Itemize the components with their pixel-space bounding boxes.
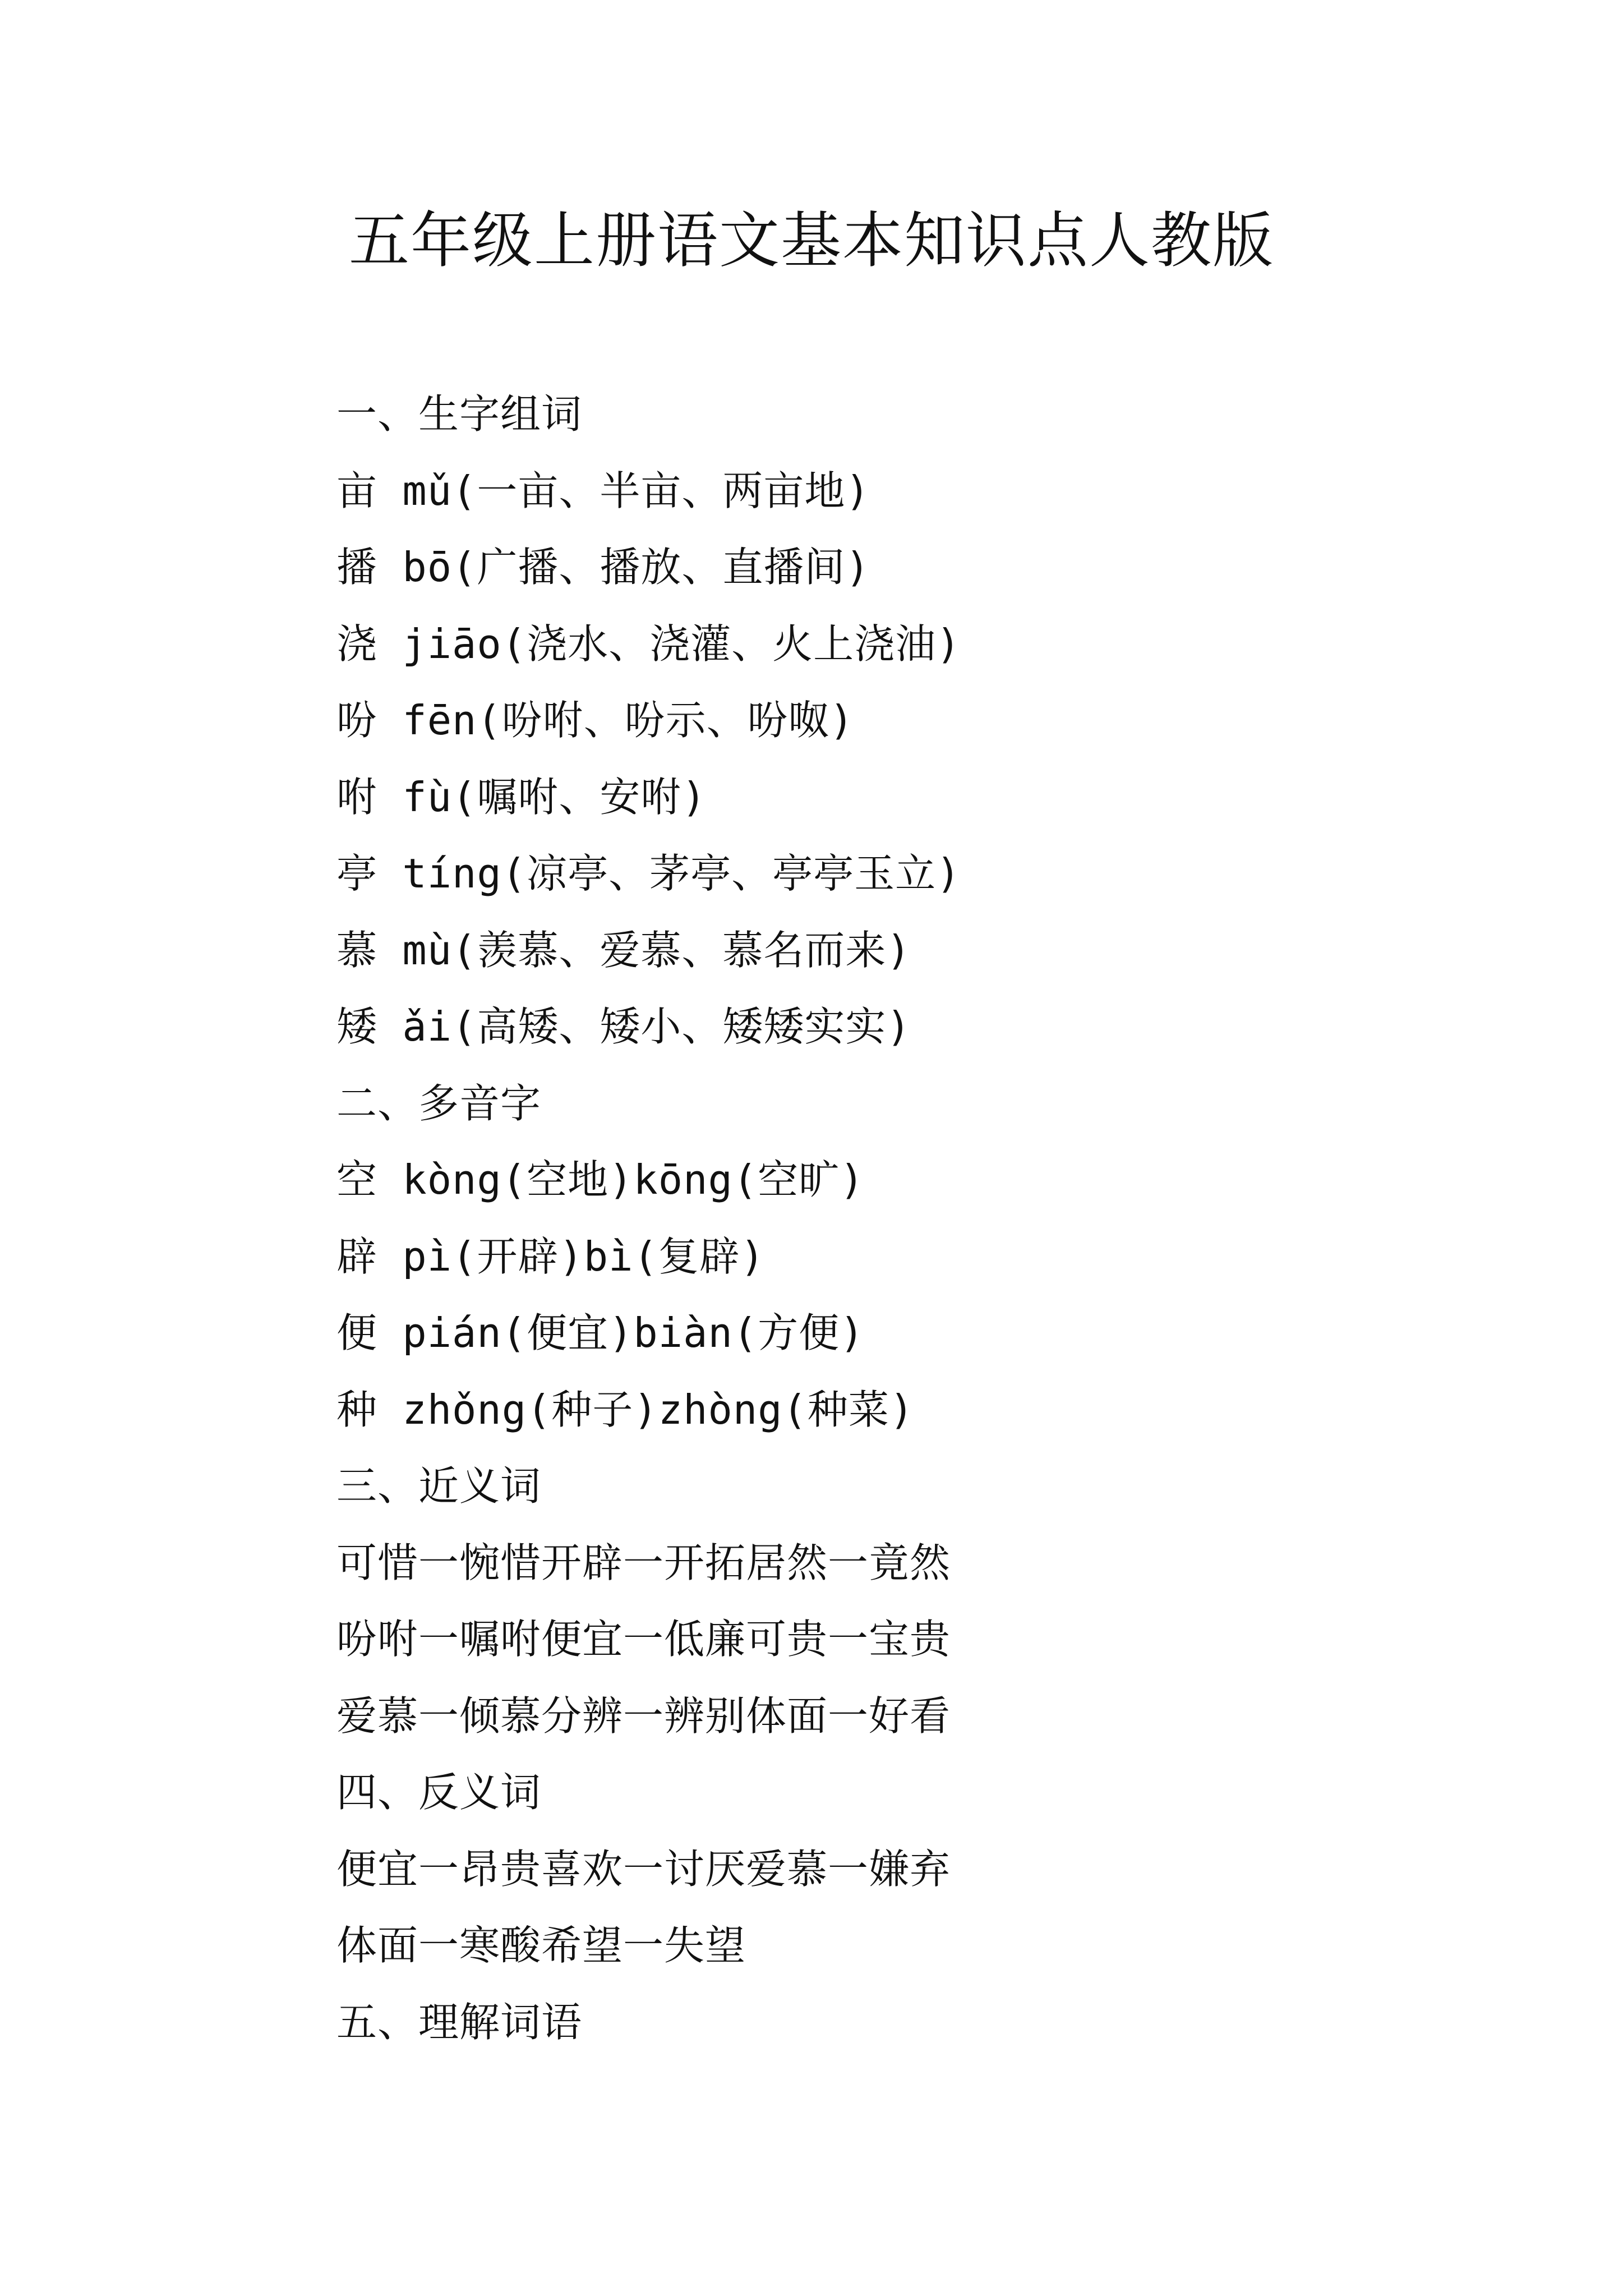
text-line: 播 bō(广播、播放、直播间): [336, 544, 870, 591]
text-line: 便宜一昂贵喜欢一讨厌爱慕一嫌弃: [336, 1845, 951, 1893]
text-line: 爱慕一倾慕分辨一辨别体面一好看: [336, 1692, 951, 1740]
section-heading: 四、反义词: [336, 1769, 542, 1816]
text-line: 便 pián(便宜)biàn(方便): [336, 1309, 865, 1356]
text-line: 种 zhǒng(种子)zhòng(种菜): [336, 1386, 915, 1433]
document-body: [336, 376, 1486, 2060]
text-line: 吩 fēn(吩咐、吩示、吩呶): [336, 697, 855, 744]
text-line: 浇 jiāo(浇水、浇灌、火上浇油): [336, 620, 961, 668]
section-heading: 二、多音字: [336, 1079, 542, 1127]
text-line: 矮 ǎi(高矮、矮小、矮矮实实): [336, 1003, 911, 1050]
text-line: 可惜一惋惜开辟一开拓居然一竟然: [336, 1539, 951, 1586]
text-line: 咐 fù(嘱咐、安咐): [336, 773, 707, 821]
text-line: 亭 tíng(凉亭、茅亭、亭亭玉立): [336, 850, 961, 897]
section-heading: 三、近义词: [336, 1462, 542, 1510]
text-line: 空 kòng(空地)kōng(空旷): [336, 1156, 865, 1203]
text-line: 吩咐一嘱咐便宜一低廉可贵一宝贵: [336, 1616, 951, 1663]
section-heading: 一、生字组词: [336, 390, 583, 438]
section-heading: 五、理解词语: [336, 1998, 583, 2046]
text-line: 亩 mǔ(一亩、半亩、两亩地): [336, 467, 870, 514]
document-title: 五年级上册语文基本知识点人教版: [348, 206, 1274, 276]
text-line: 慕 mù(羡慕、爱慕、慕名而来): [336, 926, 911, 974]
text-line: 体面一寒酸希望一失望: [336, 1922, 746, 1969]
text-line: 辟 pì(开辟)bì(复辟): [336, 1232, 766, 1280]
